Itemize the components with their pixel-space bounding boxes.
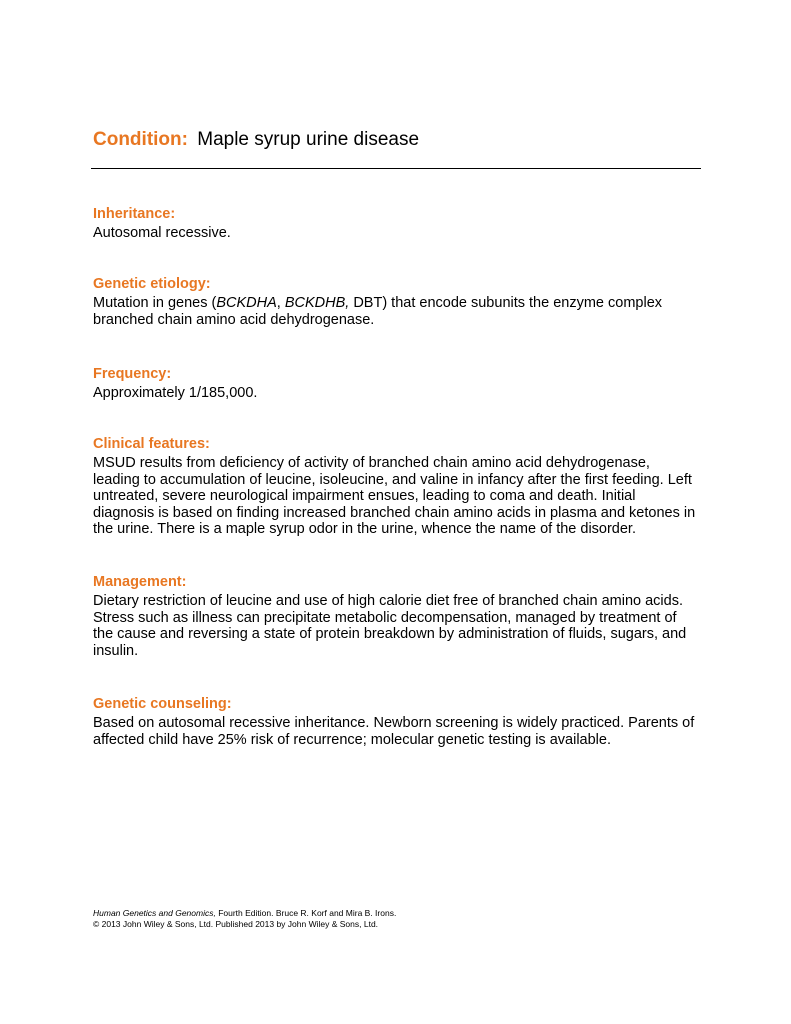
section-body — [93, 295, 698, 328]
section-heading: Genetic etiology: — [93, 276, 211, 292]
section-body: Approximately 1/185,000. — [93, 385, 258, 401]
section-heading: Clinical features: — [93, 436, 210, 452]
condition-label: Condition: — [93, 129, 188, 150]
gene-separator: , — [276, 295, 285, 311]
section-heading: Management: — [93, 574, 187, 590]
section-genetic-etiology — [93, 276, 698, 328]
section-clinical-features — [93, 436, 698, 538]
etiology-text-start: Mutation in genes ( — [93, 295, 217, 311]
section-genetic-counseling — [93, 696, 698, 748]
footer-citation — [93, 908, 396, 919]
section-heading: Genetic counseling: — [93, 696, 232, 712]
section-body: Based on autosomal recessive inheritance. Newborn screening is widely practiced. Parents of affected child have 25% risk of recurrence; molecular genetic testing is available. — [93, 715, 695, 748]
section-body: Dietary restriction of leucine and use of high calorie diet free of branched chain amino acids. Stress such as illness can precipitate metabolic decompensation, managed by treatment of the cause and reversing a state of protein breakdown by administration of fluids, sugars, and insulin. — [93, 593, 687, 659]
book-title: Human Genetics and Genomics, — [93, 908, 216, 918]
gene-name: BCKDHA — [216, 295, 277, 311]
footer-copyright: © 2013 John Wiley & Sons, Ltd. Published 2013 by John Wiley & Sons, Ltd. — [93, 919, 379, 929]
section-body: MSUD results from deficiency of activity of branched chain amino acid dehydrogenase, leading to accumulation of leucine, isoleucine, and valine in infancy after the first feeding. Left untreated, severe neurological impairment ensues, leading to coma and death. Initial diagnosis is based on finding increased branched chain amino acids in plasma and ketones in the urine. There is a maple syrup odor in the urine, whence the name of the disorder. — [93, 455, 696, 537]
section-frequency — [93, 366, 698, 402]
title-divider — [91, 168, 701, 169]
book-details: Fourth Edition. Bruce R. Korf and Mira B. Irons. — [215, 908, 397, 918]
condition-name: Maple syrup urine disease — [197, 129, 420, 150]
section-body: Autosomal recessive. — [93, 225, 231, 241]
copyright-footer — [93, 908, 396, 930]
etiology-text-end: DBT) that encode subunits the enzyme complex branched chain amino acid dehydrogenase. — [93, 295, 663, 328]
section-management — [93, 574, 698, 659]
section-heading: Inheritance: — [93, 206, 176, 222]
gene-name: BCKDHB, — [284, 295, 350, 311]
page-title — [93, 128, 419, 152]
section-inheritance — [93, 206, 698, 242]
section-heading: Frequency: — [93, 366, 172, 382]
